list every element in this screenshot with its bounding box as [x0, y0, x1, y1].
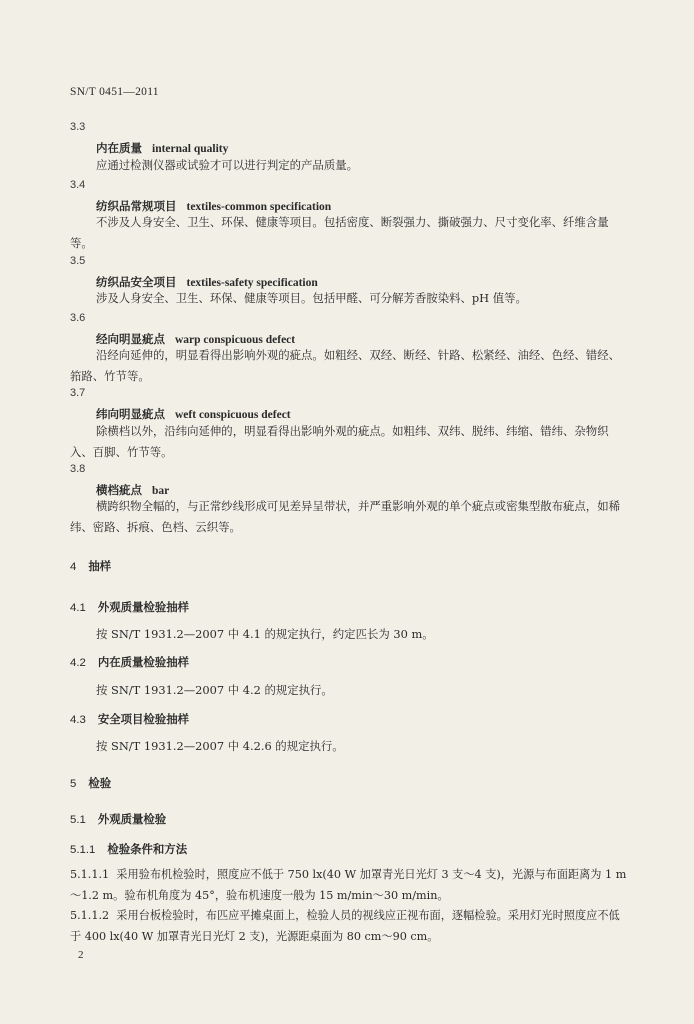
- clause-paragraph: [70, 905, 628, 947]
- term-number: 3.6: [70, 312, 86, 324]
- term-zh: 内在质量: [96, 141, 142, 155]
- subsection-heading: [70, 711, 189, 727]
- term-en: internal quality: [152, 143, 229, 155]
- subsection-heading: [70, 841, 187, 857]
- term-definition: 除横档以外，沿纬向延伸的，明显看得出影响外观的疵点。如粗纬、双纬、脱纬、纬缩、错纬、杂物织入、百脚、竹节等。: [70, 424, 609, 459]
- subsection-heading: [70, 654, 189, 670]
- section-title: 外观质量检验抽样: [97, 600, 189, 614]
- term-number: 3.8: [70, 463, 86, 475]
- term-zh: 经向明显疵点: [96, 332, 165, 346]
- term-definition: 涉及人身安全、卫生、环保、健康等项目。包括甲醛、可分解芳香胺染料、pH 值等。: [96, 291, 527, 305]
- term-definition: 应通过检测仪器或试验才可以进行判定的产品质量。: [96, 158, 358, 172]
- standard-number-header: SN/T 0451—2011: [70, 86, 159, 98]
- term-en: weft conspicuous defect: [175, 409, 291, 421]
- term-definition: 沿经向延伸的，明显看得出影响外观的疵点。如粗经、双经、断经、针路、松紧经、油经、色经、错经、筘路、竹节等。: [70, 348, 620, 383]
- clause-number: 5.1.1.1: [70, 868, 110, 881]
- term-en: bar: [152, 485, 170, 497]
- section-number: 4: [70, 561, 77, 573]
- subsection-heading: [70, 599, 189, 615]
- term-en: textiles-common specification: [186, 201, 332, 213]
- term-definition: 横跨织物全幅的，与正常纱线形成可见差异呈带状，并严重影响外观的单个疵点或密集型散布疵点，如稀纬、密路、拆痕、色档、云织等。: [70, 499, 620, 534]
- clause-number: 5.1.1.2: [70, 909, 110, 922]
- term-zh: 纺织品安全项目: [96, 275, 177, 289]
- subsection-heading: [70, 811, 166, 827]
- term-zh: 纬向明显疵点: [96, 407, 165, 421]
- term-number: 3.7: [70, 387, 86, 399]
- section-heading: [70, 558, 111, 574]
- section-number: 4.3: [70, 714, 86, 726]
- section-text: 按 SN/T 1931.2—2007 中 4.2.6 的规定执行。: [96, 739, 344, 753]
- clause-text: 采用台板检验时，布匹应平摊桌面上，检验人员的视线应正视布面，逐幅检验。采用灯光时照度应不低于 400 lx(40 W 加罩青光日光灯 2 支)，光源距桌面为 80 cm～90 cm。: [70, 909, 620, 943]
- section-title: 内在质量检验抽样: [97, 655, 189, 669]
- section-number: 5.1.1: [70, 844, 96, 856]
- term-en: warp conspicuous defect: [175, 334, 296, 346]
- term-en: textiles-safety specification: [186, 277, 318, 289]
- section-number: 5.1: [70, 814, 86, 826]
- section-title: 检验: [88, 776, 112, 790]
- section-heading: [70, 775, 111, 791]
- section-number: 5: [70, 778, 77, 790]
- term-zh: 纺织品常规项目: [96, 199, 177, 213]
- term-number: 3.4: [70, 179, 86, 191]
- section-text: 按 SN/T 1931.2—2007 中 4.2 的规定执行。: [96, 683, 333, 697]
- term-zh: 横档疵点: [96, 483, 142, 497]
- term-title: [96, 140, 228, 156]
- section-text: 按 SN/T 1931.2—2007 中 4.1 的规定执行，约定匹长为 30 m。: [96, 627, 434, 641]
- term-number: 3.5: [70, 255, 86, 267]
- section-title: 检验条件和方法: [107, 842, 188, 856]
- term-title: [96, 406, 291, 422]
- term-definition: 不涉及人身安全、卫生、环保、健康等项目。包括密度、断裂强力、撕破强力、尺寸变化率、纤维含量等。: [70, 215, 609, 250]
- section-title: 外观质量检验: [97, 812, 167, 826]
- clause-text: 采用验布机检验时，照度应不低于 750 lx(40 W 加罩青光日光灯 3 支～4 支)，光源与布面距离为 1 m～1.2 m。验布机角度为 45°，验布机速度一般为 15 m/min～30 m/min。: [70, 868, 627, 902]
- clause-paragraph: [70, 864, 628, 906]
- section-title: 安全项目检验抽样: [97, 712, 189, 726]
- page-number: 2: [78, 949, 84, 961]
- section-title: 抽样: [88, 559, 112, 573]
- section-number: 4.2: [70, 657, 86, 669]
- section-number: 4.1: [70, 602, 86, 614]
- term-number: 3.3: [70, 121, 86, 133]
